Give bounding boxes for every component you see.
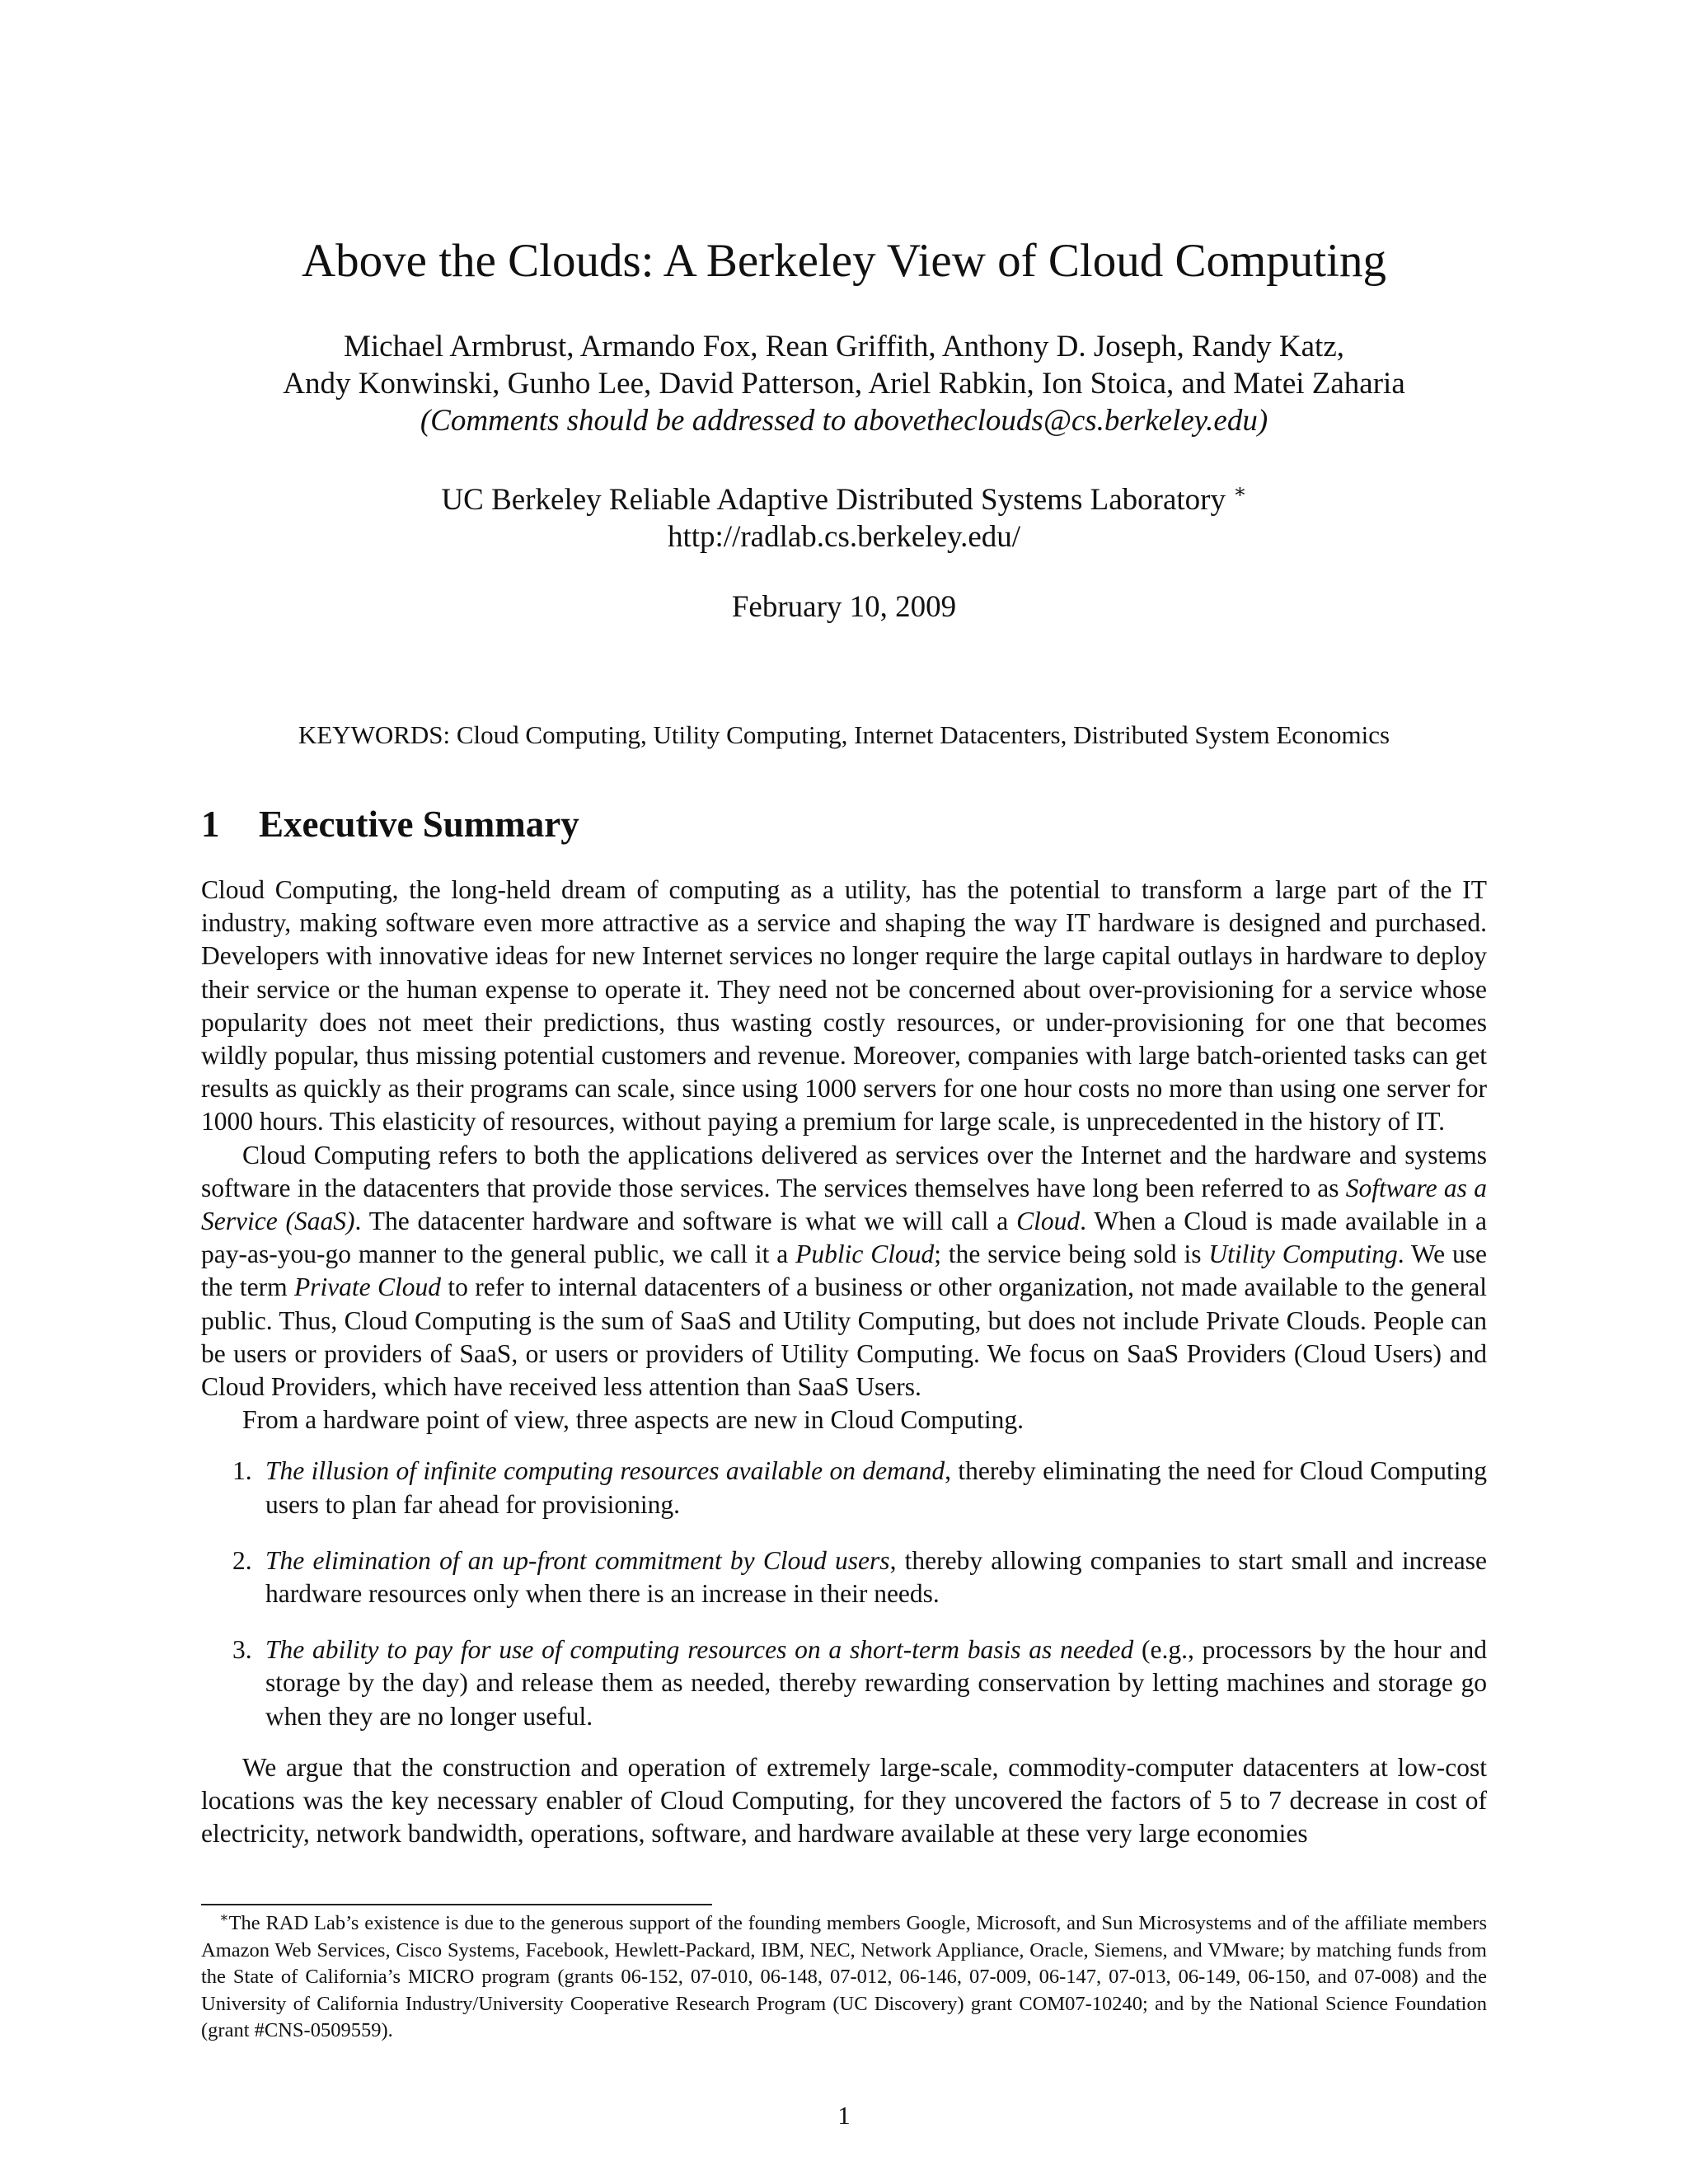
footnote	[201, 1910, 1487, 2045]
author-line-2: Andy Konwinski, Gunho Lee, David Patterson, Ariel Rabkin, Ion Stoica, and Matei Zaharia	[283, 367, 1405, 401]
affiliation-block	[0, 481, 1688, 555]
section-heading	[201, 801, 579, 847]
list-item: 2. The elimination of an up-front commitment by Cloud users, thereby allowing companies to start small and increase hardware resources only when there is an increase in their needs.	[232, 1545, 1487, 1609]
list-item: 1. The illusion of infinite computing resources available on demand, thereby eliminating the need for Cloud Computing users to plan far ahead for provisioning.	[232, 1456, 1487, 1519]
paragraph-2: Cloud Computing refers to both the applications delivered as services over the Internet and the hardware and systems software in the datacenters that provide those services. The services themselves have long been referred to as Software as a Service (SaaS). The datacenter hardware and software is what we will call a Cloud. When a Cloud is made available in a pay-as-you-go manner to the general public, we call it a Public Cloud; the service being sold is Utility Computing. We use the term Private Cloud to refer to internal datacenters of a business or other organization, not made available to the general public. Thus, Cloud Computing is the sum of SaaS and Utility Computing, but does not include Private Clouds. People can be users or providers of SaaS, or users or providers of Utility Computing. We focus on SaaS Providers (Cloud Users) and Cloud Providers, which have received less attention than SaaS Users.	[201, 1140, 1488, 1402]
author-line-1: Michael Armbrust, Armando Fox, Rean Griffith, Anthony D. Joseph, Randy Katz,	[343, 330, 1344, 363]
page-number: 1	[837, 2101, 851, 2130]
list-marker: 3.	[232, 1635, 252, 1665]
paragraph-3: From a hardware point of view, three aspects are new in Cloud Computing.	[242, 1405, 1024, 1435]
section-body	[201, 874, 1487, 1850]
author-block	[0, 328, 1688, 439]
paragraph-1: Cloud Computing, the long-held dream of computing as a utility, has the potential to transform a large part of the IT industry, making software even more attractive as a service and shaping the way IT hardware is designed and purchased. Developers with innovative ideas for new Internet services no longer require the large capital outlays in hardware to deploy their service or the human expense to operate it. They need not be concerned about over-provisioning for a service whose popularity does not meet their predictions, thus wasting costly resources, or under-provisioning for one that becomes wildly popular, thus missing potential customers and revenue. Moreover, companies with large batch-oriented tasks can get results as quickly as their programs can scale, since using 1000 servers for one hour costs no more than using one server for 1000 hours. This elasticity of resources, without paying a premium for large scale, is unprecedented in the history of IT.	[201, 875, 1487, 1137]
footnote-mark-ref: ∗	[1233, 481, 1247, 503]
footnote-mark: ∗	[219, 1910, 229, 1925]
paragraph-4: We argue that the construction and operation of extremely large-scale, commodity-computer datacenters at low-cost locations was the key necessary enabler of Cloud Computing, for they uncovered the factors of 5 to 7 decrease in cost of electricity, network bandwidth, operations, software, and hardware available at these very large economies	[201, 1752, 1487, 1849]
publication-date: February 10, 2009	[731, 590, 957, 624]
term-private-cloud: Private Cloud	[293, 1272, 442, 1302]
aspects-list	[201, 1455, 1487, 1732]
section-title: Executive Summary	[259, 804, 579, 845]
term-utility-computing: Utility Computing	[1208, 1240, 1398, 1269]
term-cloud: Cloud	[1016, 1207, 1081, 1236]
lab-url: http://radlab.cs.berkeley.edu/	[667, 520, 1021, 554]
list-marker: 2.	[232, 1545, 252, 1575]
contact-comment: (Comments should be addressed to abovetheclouds@cs.berkeley.edu)	[420, 404, 1268, 438]
term-public-cloud: Public Cloud	[795, 1240, 935, 1269]
footnote-divider	[201, 1904, 712, 1905]
term-saas: Software as a Service (SaaS)	[201, 1173, 1487, 1236]
paper-title: Above the Clouds: A Berkeley View of Cloud Computing	[302, 235, 1386, 287]
lab-name: UC Berkeley Reliable Adaptive Distributed Systems Laboratory	[441, 483, 1226, 517]
list-marker: 1.	[232, 1456, 252, 1486]
footnote-text: The RAD Lab’s existence is due to the generous support of the founding members Google, Microsoft, and Sun Microsystems and of the affiliate members Amazon Web Services, Cisco Systems, Facebook, Hewlett-Packard, IBM, NEC, Network Appliance, Oracle, Siemens, and VMware; by matching funds from the State of California’s MICRO program (grants 06-152, 07-010, 06-148, 07-012, 06-146, 07-009, 06-147, 07-013, 06-149, 06-150, and 07-008) and the University of California Industry/University Cooperative Research Program (UC Discovery) grant COM07-10240; and by the National Science Foundation (grant #CNS-0509559).	[201, 1912, 1487, 2041]
section-number: 1	[201, 804, 220, 845]
lab-name-line	[0, 481, 1688, 518]
list-item: 3. The ability to pay for use of computing resources on a short-term basis as needed (e.g., processors by the hour and storage by the day) and release them as needed, thereby rewarding conservation by letting machines and storage go when they are no longer useful.	[232, 1635, 1487, 1731]
keywords-line: KEYWORDS: Cloud Computing, Utility Computing, Internet Datacenters, Distributed System Economics	[298, 720, 1390, 749]
